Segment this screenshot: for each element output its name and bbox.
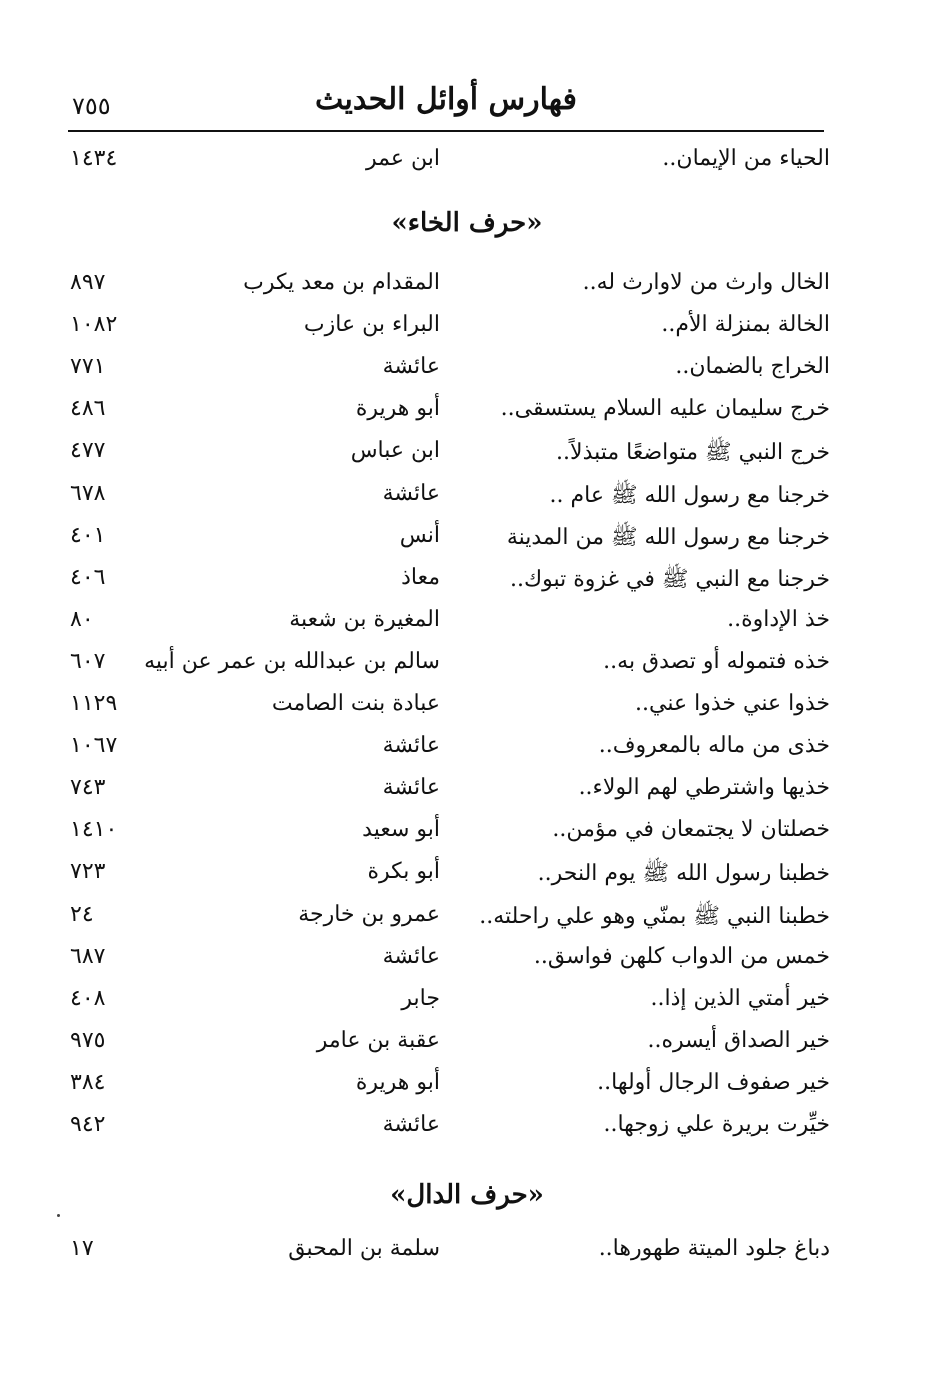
narrator: جابر (401, 985, 440, 1011)
hadith-opening: الخراج بالضمان.. (675, 354, 830, 380)
narrator: عائشة (382, 943, 440, 969)
hadith-opening: خطبنا رسول الله ﷺ يوم النحر.. (537, 861, 830, 887)
narrator: عائشة (382, 775, 440, 801)
print-speck (57, 1214, 60, 1217)
hadith-opening: الخال وارث من لاوارث له.. (582, 270, 830, 295)
hadith-opening: خرجنا مع رسول الله ﷺ من المدينة (506, 524, 830, 550)
index-entry (60, 607, 830, 647)
narrator: عبادة بنت الصامت (271, 691, 440, 716)
narrator: عائشة (382, 354, 440, 380)
index-entry (60, 1028, 830, 1068)
index-entry (60, 523, 830, 563)
page-header (68, 78, 824, 132)
hadith-opening: خذ الإداوة.. (727, 606, 830, 632)
narrator: البراء بن عازب (303, 312, 440, 338)
index-entry (60, 270, 830, 310)
hadith-opening: دباغ جلود الميتة طهورها.. (598, 1236, 830, 1261)
hadith-number: ٢٤ (70, 901, 94, 927)
hadith-number: ٧٤٣ (70, 775, 106, 801)
hadith-number: ٦٧٨ (70, 480, 106, 506)
hadith-opening: خرجنا مع رسول الله ﷺ عام .. (549, 482, 830, 508)
narrator: معاذ (401, 564, 440, 590)
hadith-number: ٤٧٧ (70, 438, 106, 464)
index-entry (60, 986, 830, 1026)
hadith-opening: خير الصداق أيسره.. (647, 1027, 830, 1053)
narrator: عقبة بن عامر (316, 1027, 440, 1053)
section-heading-kha: «حرف الخاء» (391, 208, 543, 238)
hadith-number: ٤٠١ (70, 522, 106, 548)
narrator: أنس (399, 522, 440, 548)
hadith-number: ٤٠٨ (70, 985, 106, 1011)
hadith-opening: خرج سليمان عليه السلام يستسقى.. (500, 396, 830, 422)
hadith-number: ٤٠٦ (70, 564, 106, 590)
index-entry (60, 1070, 830, 1110)
narrator: أبو بكرة (367, 859, 440, 885)
index-entry (60, 565, 830, 605)
hadith-opening: الحياء من الإيمان.. (662, 146, 830, 171)
hadith-number: ٧٧١ (70, 354, 106, 380)
index-entry (60, 1112, 830, 1152)
hadith-opening: خطبنا النبي ﷺ بمنّي وهو علي راحلته.. (479, 903, 830, 929)
hadith-opening: خذى من ماله بالمعروف.. (598, 733, 830, 759)
hadith-number: ١١٢٩ (70, 691, 118, 716)
narrator: ابن عمر (366, 146, 440, 171)
index-entry (60, 481, 830, 521)
narrator: عائشة (382, 480, 440, 506)
index-entry (60, 944, 830, 984)
hadith-number: ٧٢٣ (70, 859, 106, 885)
hadith-opening: خمس من الدواب كلهن فواسق.. (533, 943, 830, 969)
narrator: المغيرة بن شعبة (289, 606, 440, 632)
hadith-opening: خير أمتي الذين إذا.. (650, 985, 830, 1011)
hadith-number: ٦٨٧ (70, 943, 106, 969)
index-entry (60, 733, 830, 773)
hadith-opening: خرجنا مع النبي ﷺ في غزوة تبوك.. (509, 566, 830, 592)
hadith-number: ٨٠ (70, 606, 94, 632)
hadith-number: ١٠٦٧ (70, 733, 118, 759)
index-entry (60, 691, 830, 731)
hadith-opening: خير صفوف الرجال أولها.. (597, 1069, 830, 1095)
narrator: ابن عباس (350, 438, 440, 464)
hadith-number: ٩٧٥ (70, 1027, 106, 1053)
hadith-number: ١٧ (70, 1236, 94, 1261)
hadith-opening: خذوا عني خذوا عني.. (635, 691, 830, 716)
hadith-number: ٨٩٧ (70, 270, 106, 295)
hadith-opening: خذه فتموله أو تصدق به.. (603, 648, 830, 674)
hadith-opening: الخالة بمنزلة الأم.. (661, 312, 830, 338)
index-entry (60, 146, 830, 186)
hadith-opening: خذيها واشترطي لهم الولاء.. (578, 775, 830, 801)
index-entry (60, 354, 830, 394)
page-number: ٧٥٥ (72, 92, 111, 120)
index-entry (60, 775, 830, 815)
narrator: أبو هريرة (355, 1069, 440, 1095)
narrator: سالم بن عبدالله بن عمر عن أبيه (144, 648, 440, 674)
index-entry (60, 438, 830, 478)
index-entry (60, 902, 830, 942)
hadith-opening: خصلتان لا يجتمعان في مؤمن.. (552, 817, 830, 843)
narrator: عائشة (382, 733, 440, 759)
narrator: عمرو بن خارجة (298, 901, 440, 927)
narrator: أبو هريرة (355, 396, 440, 422)
index-entry (60, 1236, 830, 1276)
index-entry (60, 649, 830, 689)
section-heading-dal: «حرف الدال» (390, 1180, 544, 1210)
hadith-number: ٩٤٢ (70, 1112, 106, 1137)
narrator: سلمة بن المحبق (288, 1236, 440, 1261)
hadith-number: ١٤٣٤ (70, 146, 118, 171)
hadith-opening: خيِّرت بريرة علي زوجها.. (603, 1112, 830, 1137)
index-entry (60, 859, 830, 899)
hadith-number: ١٠٨٢ (70, 312, 118, 338)
hadith-opening: خرج النبي ﷺ متواضعًا متبذلاً.. (556, 440, 830, 466)
index-entry (60, 396, 830, 436)
narrator: المقدام بن معد يكرب (243, 270, 440, 295)
index-entry (60, 817, 830, 857)
hadith-number: ١٤١٠ (70, 817, 118, 843)
narrator: أبو سعيد (362, 817, 440, 843)
hadith-number: ٦٠٧ (70, 648, 106, 674)
hadith-number: ٣٨٤ (70, 1069, 106, 1095)
narrator: عائشة (382, 1112, 440, 1137)
hadith-number: ٤٨٦ (70, 396, 106, 422)
page-title: فهارس أوائل الحديث (315, 82, 577, 117)
index-entry (60, 312, 830, 352)
